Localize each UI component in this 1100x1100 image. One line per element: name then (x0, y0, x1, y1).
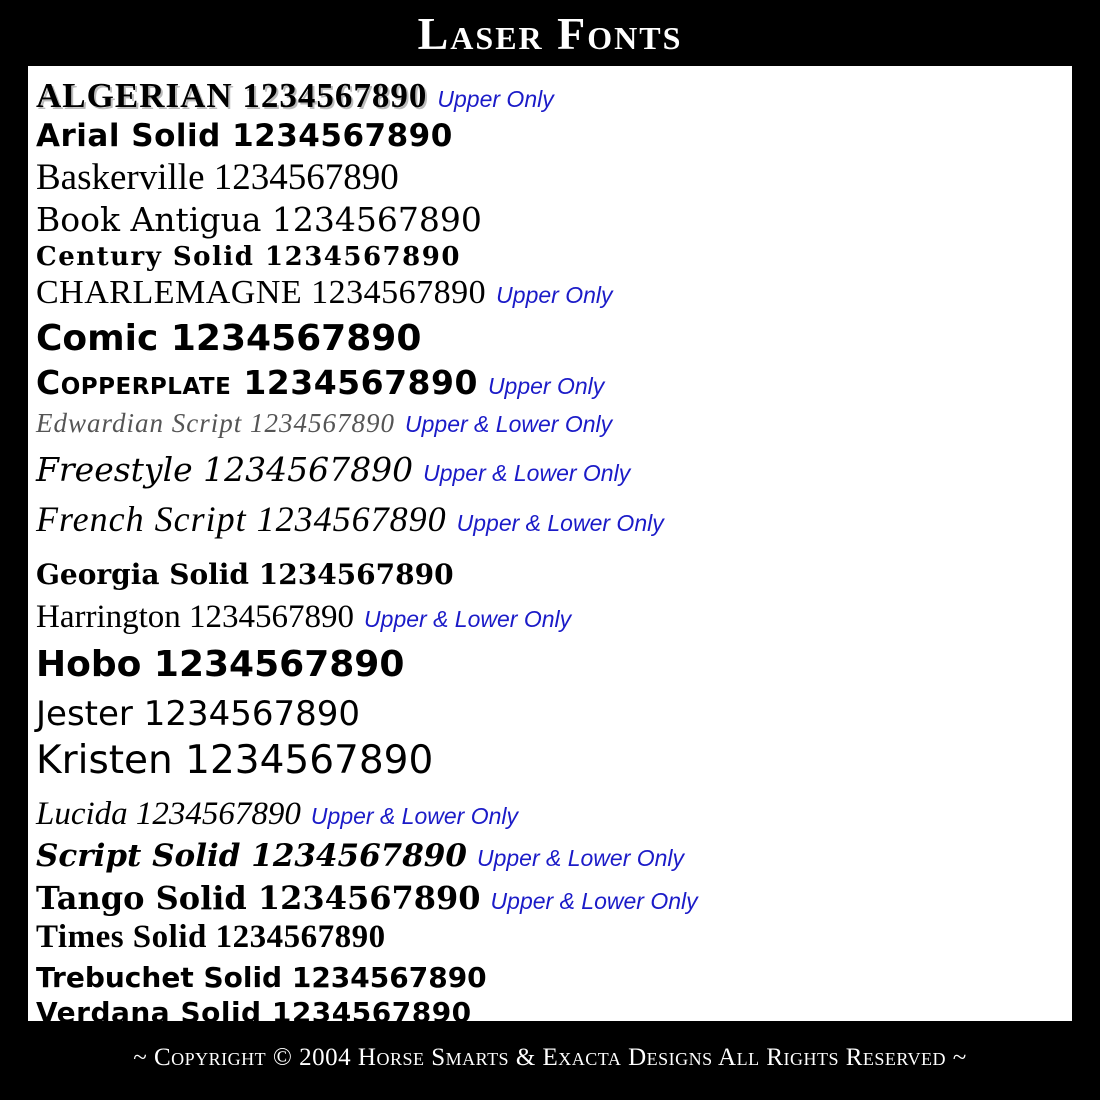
font-sample-text: Book Antigua 1234567890 (36, 200, 482, 239)
font-sample-text: French Script 1234567890 (36, 499, 447, 539)
font-row (36, 558, 454, 591)
font-row (36, 838, 684, 874)
font-row (36, 498, 664, 540)
font-sample-text: Verdana Solid 1234567890 (36, 996, 472, 1021)
font-row (36, 76, 554, 116)
font-row (36, 644, 404, 685)
font-sample-text: Copperplate 1234567890 (36, 363, 478, 402)
font-case-note: Upper & Lower Only (476, 845, 685, 871)
font-case-note: Upper & Lower Only (423, 460, 631, 486)
font-row (36, 738, 433, 783)
font-row (36, 274, 613, 312)
font-row (36, 694, 360, 734)
font-list-sheet (28, 66, 1072, 1021)
font-sample-text: Baskerville 1234567890 (36, 157, 399, 198)
font-sample-text: ALGERIAN 1234567890 (36, 76, 428, 115)
font-row (36, 318, 421, 359)
font-sample-text: Georgia Solid 1234567890 (36, 558, 454, 591)
font-sample-text: Arial Solid 1234567890 (36, 118, 453, 154)
font-row (36, 599, 571, 636)
font-sample-text: Freestyle 1234567890 (36, 450, 414, 489)
font-case-note: Upper & Lower Only (310, 803, 519, 829)
font-row (36, 156, 399, 199)
font-sample-text: Jester 1234567890 (36, 694, 361, 734)
font-sample-text: Century Solid 1234567890 (36, 242, 461, 272)
font-case-note: Upper Only (487, 373, 605, 399)
font-sample-text: CHARLEMAGNE 1234567890 (36, 274, 487, 311)
font-sample-text: Hobo 1234567890 (36, 644, 405, 685)
font-row (36, 118, 453, 154)
font-case-note: Upper & Lower Only (364, 606, 572, 632)
font-row (36, 363, 604, 402)
font-case-note: Upper Only (496, 282, 613, 308)
font-case-note: Upper Only (437, 86, 554, 112)
font-row (36, 200, 482, 239)
font-row (36, 996, 472, 1021)
font-sample-text: Tango Solid 1234567890 (36, 879, 481, 917)
font-row (36, 450, 630, 489)
font-sample-text: Harrington 1234567890 (36, 599, 355, 635)
font-row (36, 796, 518, 833)
font-sample-text: Comic 1234567890 (36, 318, 422, 359)
font-sample-text: Trebuchet Solid 1234567890 (36, 961, 487, 994)
font-row (36, 408, 612, 439)
copyright-footer: ~ Copyright © 2004 Horse Smarts & Exacta Designs All Rights Reserved ~ (133, 1044, 967, 1071)
font-sample-text: Times Solid 1234567890 (36, 919, 386, 955)
font-sample-text: Edwardian Script 1234567890 (36, 408, 396, 438)
font-sample-text: Lucida 1234567890 (36, 796, 301, 832)
font-sample-text: Kristen 1234567890 (36, 738, 434, 783)
font-sample-text: Script Solid 1234567890 (36, 838, 467, 874)
font-row (36, 919, 386, 956)
font-case-note: Upper & Lower Only (456, 510, 664, 536)
font-case-note: Upper & Lower Only (490, 888, 698, 914)
page-title: Laser Fonts (417, 8, 683, 59)
font-row (36, 961, 487, 994)
font-row (36, 879, 698, 917)
font-row (36, 242, 461, 272)
font-case-note: Upper & Lower Only (405, 411, 613, 437)
